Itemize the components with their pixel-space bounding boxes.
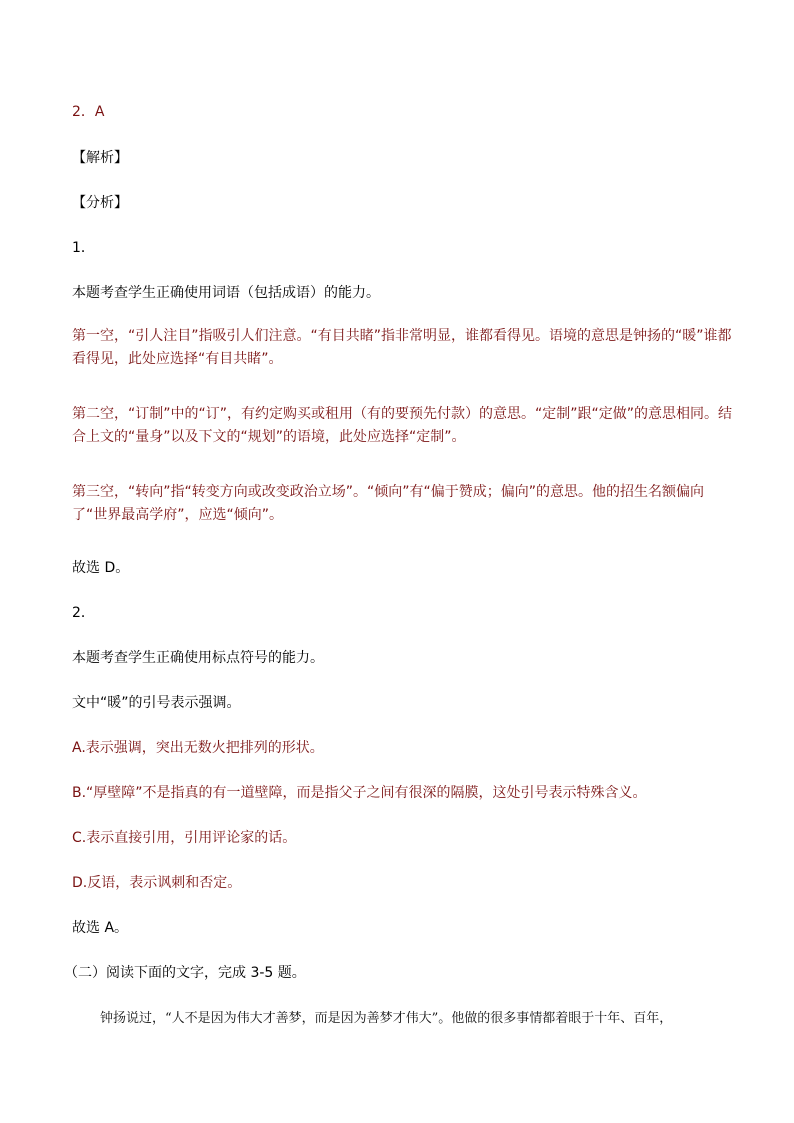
part2-intro: 本题考查学生正确使用标点符号的能力。 <box>72 650 324 666</box>
part2-conclusion: 故选 A。 <box>72 920 129 936</box>
jiexi-heading: 【解析】 <box>72 150 128 166</box>
part2-context: 文中“暖”的引号表示强调。 <box>72 695 241 711</box>
option-d: D.反语，表示讽刺和否定。 <box>72 875 242 891</box>
part1-paragraph-3: 第三空，“转向”指“转变方向或改变政治立场”。“倾向”有“偏于赞成；偏向”的意思。他的招生名额偏向了“世界最高学府”，应选“倾向”。 <box>72 484 705 523</box>
section-heading: （二）阅读下面的文字，完成 3-5 题。 <box>64 965 306 981</box>
part1-intro: 本题考查学生正确使用词语（包括成语）的能力。 <box>72 285 380 301</box>
option-b: B.“厚壁障”不是指真的有一道壁障，而是指父子之间有很深的隔膜，这处引号表示特殊含义。 <box>72 785 647 801</box>
part1-paragraph-1: 第一空，“引人注目”指吸引人们注意。“有目共睹”指非常明显，谁都看得见。语境的意思是钟扬的“暖”谁都看得见，此处应选择“有目共睹”。 <box>72 328 732 367</box>
part1-paragraph-2: 第二空，“订制”中的“订”，有约定购买或租用（有的要预先付款）的意思。“定制”跟“定做”的意思相同。结合上文的“量身”以及下文的“规划”的语境，此处应选择“定制”。 <box>72 406 733 445</box>
part2-number: 2． <box>72 605 95 621</box>
part1-number: 1． <box>72 240 95 256</box>
option-a: A.表示强调，突出无数火把排列的形状。 <box>72 740 324 756</box>
passage-first-line: 钟扬说过，“人不是因为伟大才善梦，而是因为善梦才伟大”。他做的很多事情都着眼于十年、百年， <box>100 1011 673 1026</box>
answer-line: 2．A <box>72 104 105 120</box>
fenxi-heading: 【分析】 <box>72 195 128 211</box>
option-c: C.表示直接引用，引用评论家的话。 <box>72 830 297 846</box>
part1-conclusion: 故选 D。 <box>72 560 130 576</box>
